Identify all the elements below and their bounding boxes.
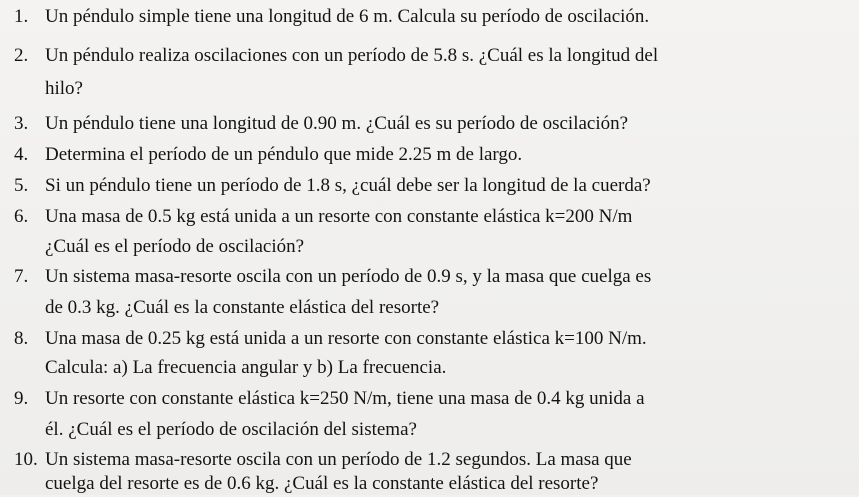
problem-text-line: Un sistema masa-resorte oscila con un período de 0.9 s, y la masa que cuelga es xyxy=(45,266,652,287)
problem-number: 7. xyxy=(14,266,29,287)
problem-text-line: ¿Cuál es el período de oscilación? xyxy=(45,236,305,257)
problem-number: 4. xyxy=(14,144,29,165)
problem-number: 1. xyxy=(14,6,29,27)
problem-number: 2. xyxy=(14,45,29,66)
problem-number: 6. xyxy=(14,206,29,227)
problem-text-line: Un resorte con constante elástica k=250 N/m, tiene una masa de 0.4 kg unida a xyxy=(45,388,645,409)
problem-text-line: él. ¿Cuál es el período de oscilación del sistema? xyxy=(45,419,417,440)
problem-text-line: Determina el período de un péndulo que mide 2.25 m de largo. xyxy=(45,144,523,165)
problem-number: 5. xyxy=(14,175,29,196)
problem-text-line: Un péndulo simple tiene una longitud de 6 m. Calcula su período de oscilación. xyxy=(45,6,650,27)
problem-text-line: Una masa de 0.25 kg está unida a un resorte con constante elástica k=100 N/m. xyxy=(45,328,647,349)
problem-text-line: Calcula: a) La frecuencia angular y b) La frecuencia. xyxy=(45,357,447,378)
problem-number: 10. xyxy=(14,449,38,470)
problem-text-line: Un sistema masa-resorte oscila con un período de 1.2 segundos. La masa que xyxy=(45,449,632,470)
problem-text-line: de 0.3 kg. ¿Cuál es la constante elástica del resorte? xyxy=(45,297,440,318)
problem-text-line: hilo? xyxy=(45,78,83,99)
problem-text-line: Un péndulo tiene una longitud de 0.90 m. ¿Cuál es su período de oscilación? xyxy=(45,113,629,134)
problem-text-line: Una masa de 0.5 kg está unida a un resorte con constante elástica k=200 N/m xyxy=(45,206,633,227)
problem-number: 8. xyxy=(14,328,29,349)
problem-number: 9. xyxy=(14,388,29,409)
problem-text-line: Si un péndulo tiene un período de 1.8 s, ¿cuál debe ser la longitud de la cuerda? xyxy=(45,175,651,196)
problem-text-line: cuelga del resorte es de 0.6 kg. ¿Cuál es la constante elástica del resorte? xyxy=(45,473,599,494)
problem-text-line: Un péndulo realiza oscilaciones con un período de 5.8 s. ¿Cuál es la longitud del xyxy=(45,45,659,66)
problem-number: 3. xyxy=(14,113,29,134)
